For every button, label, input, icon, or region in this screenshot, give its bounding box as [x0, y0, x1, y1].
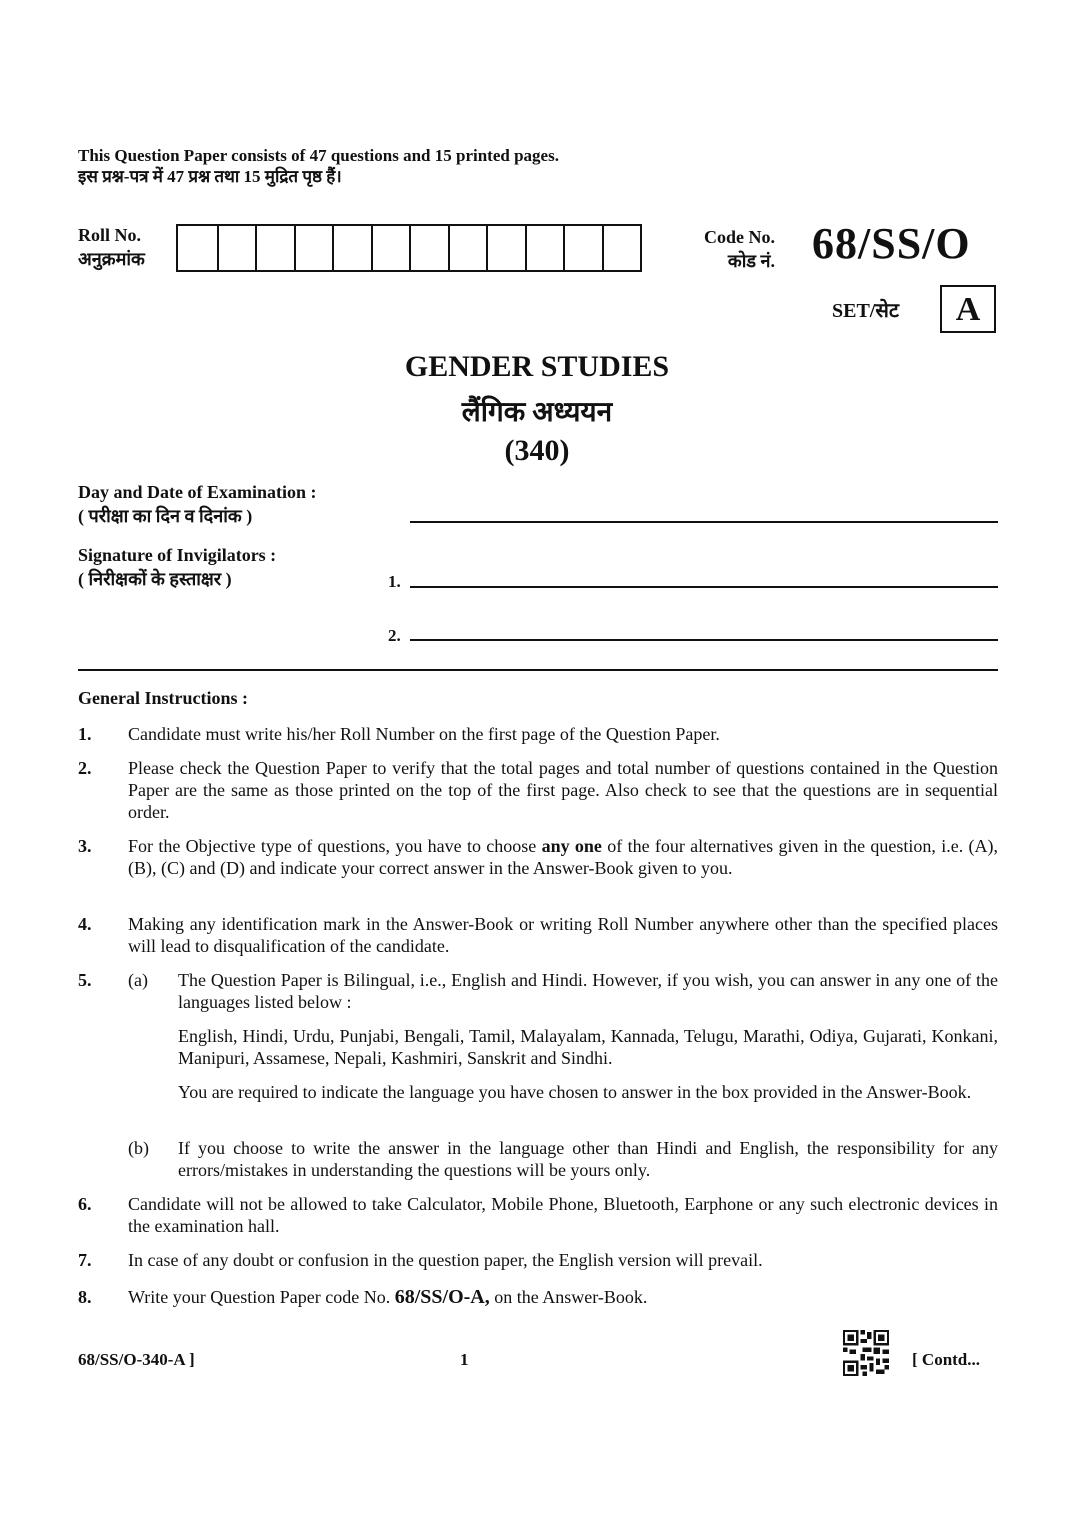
instruction-text: Candidate will not be allowed to take Calculator, Mobile Phone, Bluetooth, Earphone or any such electronic devices in the examination hall.	[128, 1194, 998, 1236]
instruction-number: 2.	[78, 758, 92, 778]
roll-box[interactable]	[525, 226, 564, 270]
roll-box[interactable]	[486, 226, 525, 270]
exam-date-label-hindi: ( परीक्षा का दिन व दिनांक )	[78, 506, 253, 526]
sub-instruction-label: (a)	[128, 970, 148, 990]
roll-box[interactable]	[217, 226, 256, 270]
code-label-english: Code No.	[704, 227, 775, 247]
instruction-text: The Question Paper is Bilingual, i.e., English and Hindi. However, if you wish, you can answer in any one of the languages listed below :	[178, 970, 998, 1012]
instruction-text: In case of any doubt or confusion in the question paper, the English version will prevail.	[128, 1250, 763, 1270]
exam-date-label	[78, 480, 317, 528]
instruction-emphasis: 68/SS/O-A,	[394, 1286, 490, 1308]
roll-box[interactable]	[409, 226, 448, 270]
code-label-hindi: कोड नं.	[727, 251, 775, 271]
instruction-item-4	[78, 913, 998, 957]
code-number-label	[660, 225, 775, 273]
qr-code-icon	[843, 1330, 889, 1376]
roll-label-hindi: अनुक्रमांक	[78, 249, 145, 269]
page-number: 1	[460, 1350, 469, 1369]
subject-title-english: GENDER STUDIES	[404, 350, 670, 383]
paper-info-note	[78, 145, 559, 187]
signature-1-line[interactable]	[410, 586, 998, 588]
instruction-number: 7.	[78, 1250, 92, 1270]
language-list: English, Hindi, Urdu, Punjabi, Bengali, Tamil, Malayalam, Kannada, Telugu, Marathi, Odiya, Gujarati, Konkani, Manipuri, Assamese, Nepali, Kashmiri, Sanskrit and Sindhi.	[178, 1026, 998, 1068]
roll-number-boxes[interactable]	[176, 224, 642, 272]
paper-info-hindi: इस प्रश्न-पत्र में 47 प्रश्न तथा 15 मुद्रित पृष्ठ हैं।	[78, 167, 342, 186]
roll-box[interactable]	[178, 226, 217, 270]
signature-2-line[interactable]	[410, 639, 998, 641]
roll-box[interactable]	[602, 226, 641, 270]
subject-code: (340)	[504, 434, 570, 467]
instruction-item-3	[78, 835, 998, 879]
instruction-text: Making any identification mark in the Answer-Book or writing Roll Number anywhere other than the specified places will lead to disqualification of the candidate.	[128, 914, 998, 956]
exam-date-label-english: Day and Date of Examination :	[78, 482, 317, 502]
set-value-box: A	[940, 285, 996, 333]
sub-instruction-label: (b)	[128, 1138, 149, 1158]
instruction-item-7	[78, 1249, 998, 1271]
general-instructions-heading: General Instructions :	[78, 688, 248, 708]
instruction-5a	[128, 969, 998, 1013]
instruction-emphasis: any one	[541, 836, 602, 856]
instruction-text	[128, 1286, 998, 1308]
signature-label-hindi: ( निरीक्षकों के हस्ताक्षर )	[78, 569, 232, 589]
roll-box[interactable]	[371, 226, 410, 270]
instruction-item-1	[78, 723, 998, 745]
signature-2-number: 2.	[388, 626, 401, 645]
instruction-number: 1.	[78, 724, 92, 744]
signature-1-number: 1.	[388, 572, 401, 591]
instruction-number: 3.	[78, 836, 92, 856]
header-divider	[78, 669, 998, 671]
instruction-text	[128, 835, 998, 879]
instruction-5b	[128, 1137, 998, 1181]
instruction-item-6	[78, 1193, 998, 1237]
instruction-item-8	[78, 1286, 998, 1308]
code-number-value: 68/SS/O	[812, 219, 971, 268]
instruction-text: Candidate must write his/her Roll Number on the first page of the Question Paper.	[128, 724, 720, 744]
instruction-text-part: on the Answer-Book.	[489, 1287, 648, 1307]
roll-label-english: Roll No.	[78, 225, 141, 245]
instruction-text: Please check the Question Paper to verify that the total pages and total number of questions contained in the Question Paper are the same as those printed on the top of the first page. Also check to see that the questions are in sequential order.	[128, 758, 998, 822]
roll-number-label	[78, 223, 145, 271]
exam-date-line[interactable]	[410, 521, 998, 523]
subject-title-hindi: लैंगिक अध्ययन	[461, 397, 613, 428]
roll-box[interactable]	[294, 226, 333, 270]
signature-label-english: Signature of Invigilators :	[78, 545, 277, 565]
roll-box[interactable]	[563, 226, 602, 270]
instruction-text-part: For the Objective type of questions, you have to choose	[128, 836, 542, 856]
roll-box[interactable]	[448, 226, 487, 270]
continued-marker: [ Contd...	[912, 1350, 981, 1369]
instruction-text-part: Write your Question Paper code No.	[128, 1287, 395, 1307]
instruction-number: 5.	[78, 970, 92, 990]
set-label: SET/सेट	[832, 300, 899, 322]
roll-box[interactable]	[255, 226, 294, 270]
instruction-number: 8.	[78, 1287, 92, 1307]
footer-paper-code: 68/SS/O-340-A ]	[78, 1350, 195, 1369]
language-indicate-note: You are required to indicate the language you have chosen to answer in the box provided in the Answer-Book.	[178, 1082, 972, 1102]
paper-info-english: This Question Paper consists of 47 questions and 15 printed pages.	[78, 146, 559, 165]
instruction-text-part: of the four alternatives given in the question, i.e. (A), (B), (C) and (D) and indicate your correct answer in the Answer-Book given to you.	[128, 836, 999, 878]
roll-box[interactable]	[332, 226, 371, 270]
instruction-number: 4.	[78, 914, 92, 934]
invigilator-signature-label	[78, 543, 276, 591]
instruction-text: If you choose to write the answer in the language other than Hindi and English, the responsibility for any errors/mistakes in understanding the questions will be yours only.	[178, 1138, 998, 1180]
instruction-number: 6.	[78, 1194, 92, 1214]
instruction-item-2	[78, 757, 998, 823]
